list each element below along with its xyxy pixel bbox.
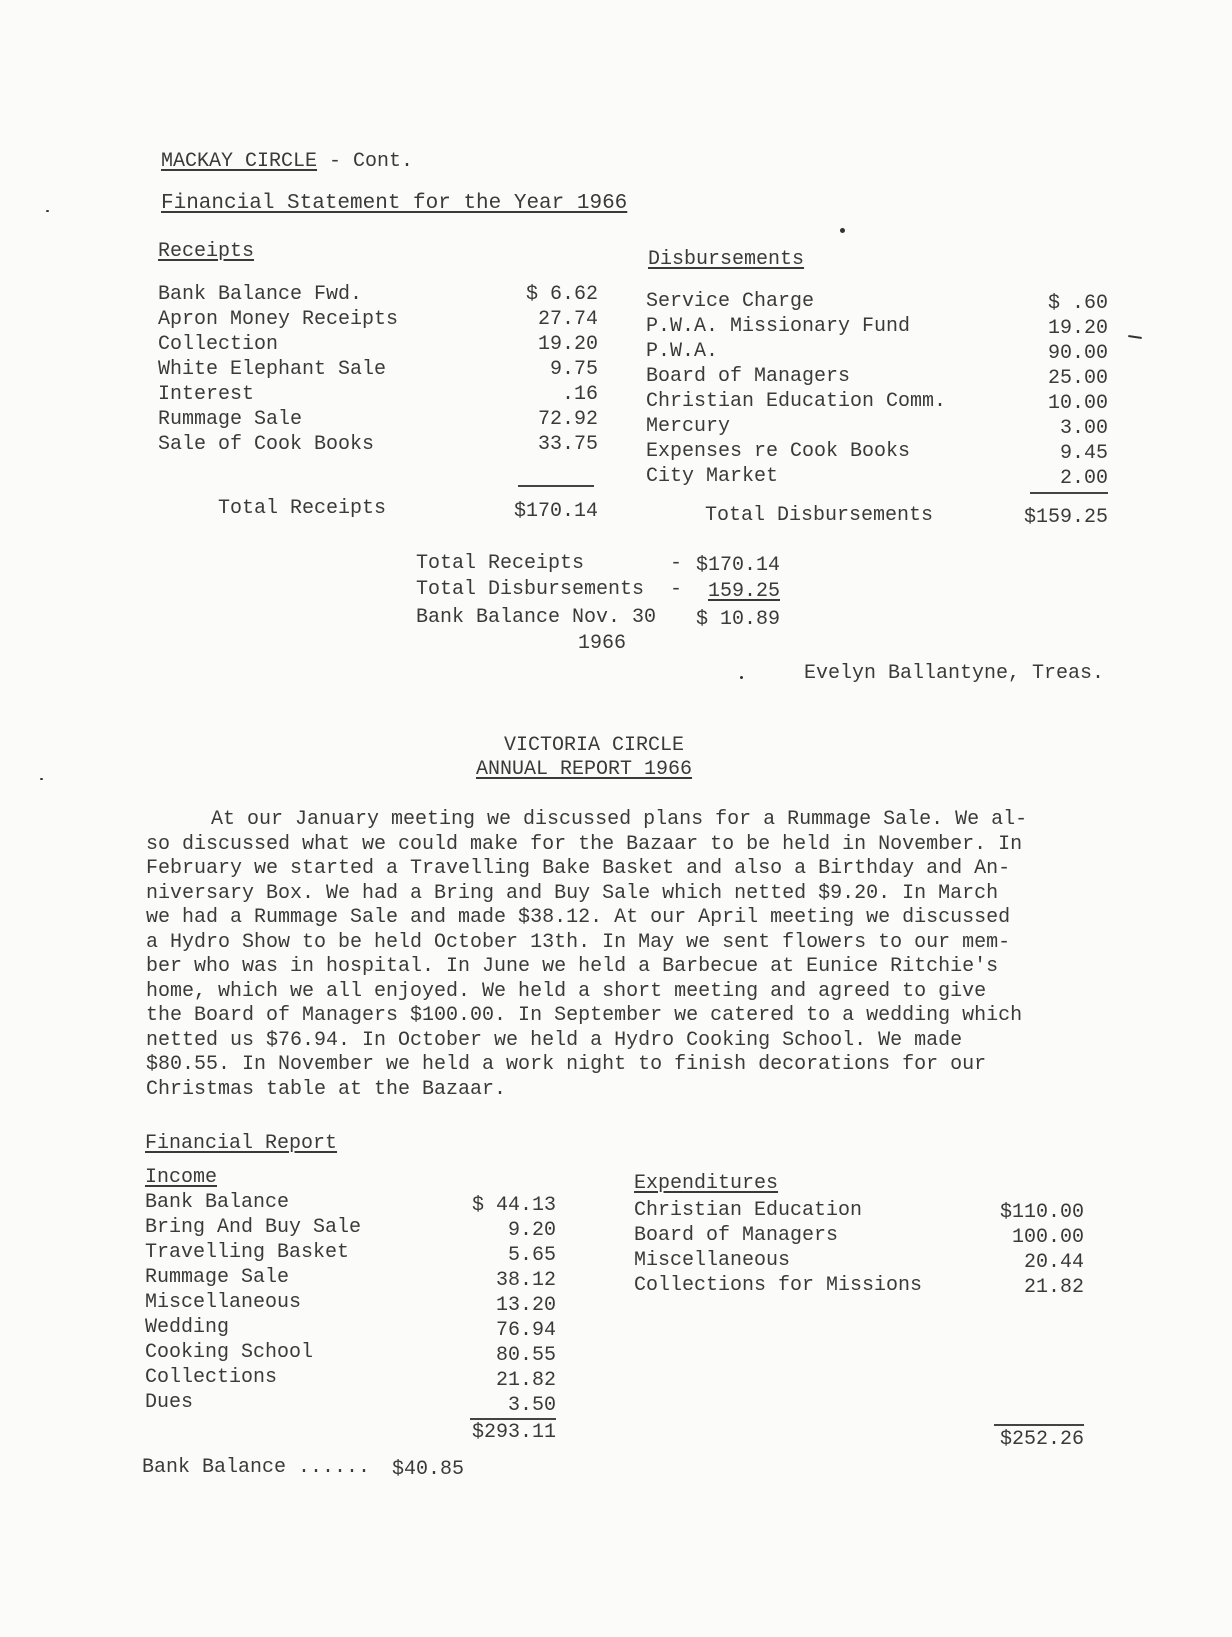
income-label: Wedding	[145, 1316, 230, 1339]
summary-amount: 159.25	[707, 580, 780, 603]
income-title: Income	[145, 1166, 218, 1189]
income-label: Travelling Basket	[145, 1241, 350, 1264]
receipt-amount: 72.92	[537, 408, 598, 431]
annual-report-paragraph	[146, 808, 1081, 1102]
disbursement-amount: 9.45	[1059, 442, 1108, 465]
receipt-amount: 33.75	[537, 433, 598, 456]
statement-title: Financial Statement for the Year 1966	[161, 192, 628, 215]
expenditure-amount: 20.44	[1023, 1251, 1084, 1274]
disbursement-label: City Market	[646, 465, 779, 488]
disbursement-row	[646, 365, 850, 390]
scan-speck	[46, 210, 49, 212]
income-label: Miscellaneous	[145, 1291, 302, 1314]
expenditure-amount: 100.00	[1011, 1226, 1084, 1249]
receipt-amount: .16	[561, 383, 598, 406]
expenditures-total: $252.26	[999, 1428, 1084, 1451]
scan-speck	[840, 228, 845, 233]
paragraph-line: a Hydro Show to be held October 13th. In May we sent flowers to our mem-	[146, 930, 1011, 954]
income-total-rule	[470, 1418, 556, 1420]
disbursements-title: Disbursements	[648, 248, 805, 271]
receipt-amount: $ 6.62	[525, 283, 598, 306]
expenditure-label: Collections for Missions	[634, 1274, 923, 1297]
receipt-label: Sale of Cook Books	[158, 433, 375, 456]
cont-label: - Cont.	[329, 150, 414, 173]
circle-heading	[161, 150, 413, 173]
receipt-row	[158, 408, 302, 433]
expenditures-title: Expenditures	[634, 1172, 779, 1195]
income-amount: 38.12	[495, 1269, 556, 1292]
scan-mark	[1128, 335, 1142, 339]
paragraph-line: netted us $76.94. In October we held a Hydro Cooking School. We made	[146, 1028, 963, 1052]
victoria-subtitle: ANNUAL REPORT 1966	[476, 758, 693, 781]
disbursements-total-rule	[1030, 492, 1108, 494]
income-amount: 21.82	[495, 1369, 556, 1392]
paragraph-line: niversary Box. We had a Bring and Buy Sale which netted $9.20. In March	[146, 881, 999, 905]
victoria-title: VICTORIA CIRCLE	[504, 734, 685, 757]
income-label: Dues	[145, 1391, 194, 1414]
receipt-row	[158, 283, 362, 308]
disbursement-amount: 10.00	[1047, 392, 1108, 415]
summary-label: Bank Balance Nov. 30	[416, 606, 657, 629]
disbursement-label: Mercury	[646, 415, 731, 438]
paragraph-line: February we started a Travelling Bake Basket and also a Birthday and An-	[146, 857, 1011, 880]
expenditure-label: Christian Education	[634, 1199, 863, 1222]
summary-label: Total Receipts	[416, 552, 585, 575]
receipt-amount: 27.74	[537, 308, 598, 331]
income-label: Rummage Sale	[145, 1266, 290, 1289]
disbursement-row	[646, 290, 814, 315]
paragraph-line: so discussed what we could make for the Bazaar to be held in November. In	[146, 832, 1023, 856]
bank-balance-amount: $40.85	[392, 1458, 465, 1481]
summary-sep: -	[670, 578, 683, 601]
income-amount: 5.65	[507, 1244, 556, 1267]
receipt-row	[158, 433, 374, 458]
income-label: Bank Balance	[145, 1191, 290, 1214]
summary-sep: -	[670, 552, 683, 575]
receipt-amount: 19.20	[537, 333, 598, 356]
expenditures-total-rule	[994, 1424, 1084, 1426]
income-amount: 76.94	[495, 1319, 556, 1342]
receipt-row	[158, 358, 386, 383]
receipt-label: Apron Money Receipts	[158, 308, 399, 331]
income-label: Bring And Buy Sale	[145, 1216, 362, 1239]
disbursement-label: P.W.A.	[646, 340, 719, 363]
scan-speck	[40, 778, 43, 780]
disbursement-label: Expenses re Cook Books	[646, 440, 911, 463]
disbursement-row	[646, 465, 778, 490]
income-label: Collections	[145, 1366, 278, 1389]
paragraph-line: the Board of Managers $100.00. In September we catered to a wedding which	[146, 1004, 1023, 1027]
total-disbursements-amount: $159.25	[1023, 506, 1108, 529]
disbursement-amount: 25.00	[1047, 367, 1108, 390]
receipt-row	[158, 308, 398, 333]
disbursement-amount: 19.20	[1047, 317, 1108, 340]
receipts-title: Receipts	[158, 240, 255, 263]
disbursement-amount: 2.00	[1059, 467, 1108, 490]
disbursement-row	[646, 415, 730, 440]
paragraph-line: home, which we all enjoyed. We held a short meeting and agreed to give	[146, 979, 987, 1003]
paragraph-line: we had a Rummage Sale and made $38.12. At our April meeting we discussed	[146, 906, 1011, 929]
disbursement-row	[646, 315, 910, 340]
income-amount: 80.55	[495, 1344, 556, 1367]
receipt-amount: 9.75	[549, 358, 598, 381]
expenditure-amount: $110.00	[999, 1201, 1084, 1224]
income-total: $293.11	[471, 1421, 556, 1444]
circle-title: MACKAY CIRCLE	[161, 150, 318, 173]
disbursement-row	[646, 440, 910, 465]
total-disbursements-label: Total Disbursements	[705, 504, 934, 527]
disbursement-amount: 90.00	[1047, 342, 1108, 365]
receipts-total-rule	[518, 485, 594, 487]
receipt-label: Bank Balance Fwd.	[158, 283, 363, 306]
disbursement-label: Christian Education Comm.	[646, 390, 947, 413]
income-label: Cooking School	[145, 1341, 314, 1364]
disbursement-label: Board of Managers	[646, 365, 851, 388]
receipt-row	[158, 383, 254, 408]
disbursement-row	[646, 390, 946, 415]
receipt-row	[158, 333, 278, 358]
summary-amount: $170.14	[695, 554, 780, 577]
total-receipts-label: Total Receipts	[218, 497, 387, 520]
paragraph-line: Christmas table at the Bazaar.	[146, 1077, 507, 1101]
financial-report-title: Financial Report	[145, 1132, 338, 1155]
disbursement-amount: $ .60	[1047, 292, 1108, 315]
income-amount: 13.20	[495, 1294, 556, 1317]
total-receipts-amount: $170.14	[513, 500, 598, 523]
paragraph-line: $80.55. In November we held a work night to finish decorations for our	[146, 1053, 987, 1076]
disbursement-label: P.W.A. Missionary Fund	[646, 315, 911, 338]
disbursement-label: Service Charge	[646, 290, 815, 313]
expenditure-label: Miscellaneous	[634, 1249, 791, 1272]
income-amount: 3.50	[507, 1394, 556, 1417]
receipt-label: Interest	[158, 383, 255, 406]
paragraph-line: At our January meeting we discussed plans for a Rummage Sale. We al-	[211, 808, 1028, 831]
receipt-label: Rummage Sale	[158, 408, 303, 431]
receipt-label: Collection	[158, 333, 279, 356]
disbursement-row	[646, 340, 718, 365]
summary-amount: $ 10.89	[695, 608, 780, 631]
receipt-label: White Elephant Sale	[158, 358, 387, 381]
summary-label: Total Disbursements	[416, 578, 645, 601]
treasurer-signature: Evelyn Ballantyne, Treas.	[804, 662, 1105, 685]
paragraph-line: ber who was in hospital. In June we held a Barbecue at Eunice Ritchie's	[146, 955, 999, 978]
summary-year: 1966	[578, 632, 627, 655]
scan-speck	[740, 676, 743, 679]
disbursement-amount: 3.00	[1059, 417, 1108, 440]
bank-balance-label: Bank Balance ......	[142, 1456, 371, 1479]
expenditure-amount: 21.82	[1023, 1276, 1084, 1299]
income-amount: $ 44.13	[471, 1194, 556, 1217]
expenditure-label: Board of Managers	[634, 1224, 839, 1247]
income-amount: 9.20	[507, 1219, 556, 1242]
